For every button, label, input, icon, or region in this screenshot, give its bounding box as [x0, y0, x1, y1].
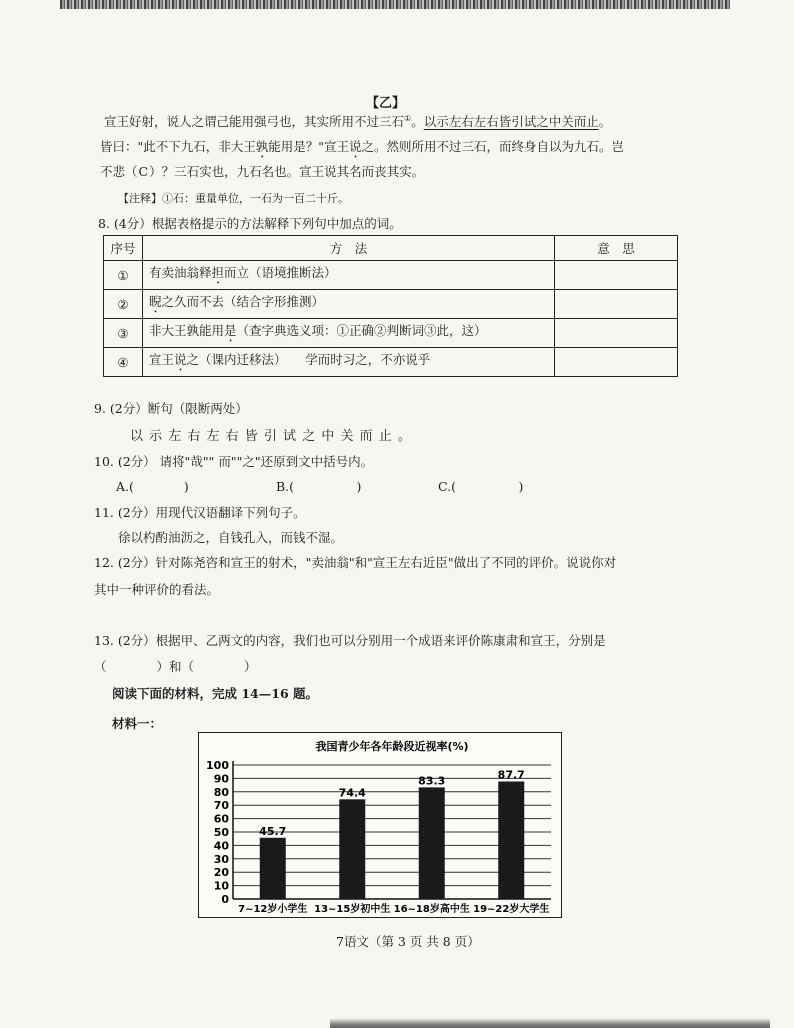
data-label: 45.7 [259, 824, 287, 838]
scan-edge-top [60, 0, 730, 9]
meaning-answer-cell[interactable] [555, 348, 678, 377]
passage-line-1 [104, 112, 611, 130]
row-number: ② [104, 290, 143, 319]
answer-blank-b[interactable]: B.( ) [276, 479, 362, 494]
passage-text: 能用是？"宣王 [268, 139, 350, 154]
method-text: 而立（语境推断法） [224, 265, 337, 280]
answer-blank-c[interactable]: C.( ) [438, 479, 524, 494]
material-label: 材料一： [112, 716, 163, 731]
dotted-word: 说 [174, 352, 187, 367]
method-text: 之（课内迁移法） 学而时习之，不亦说乎 [186, 352, 431, 367]
question-9-stem: 9. (2分）断句（限断两处） [94, 401, 248, 416]
method-cell [143, 348, 555, 377]
chart-title: 我国青少年各年龄段近视率(%) [315, 740, 469, 753]
blank-letter: C [138, 164, 149, 179]
meaning-answer-cell[interactable] [555, 290, 678, 319]
x-tick-label: 16~18岁高中生 [393, 904, 470, 915]
method-table [103, 235, 678, 377]
passage-text: 皆曰："此不下九石，非大王 [100, 139, 256, 154]
meaning-answer-cell[interactable] [555, 261, 678, 290]
bar [260, 838, 286, 899]
question-13-line-1: 13. (2分）根据甲、乙两文的内容，我们也可以分别用一个成语来评价陈康肃和宣王，分别是 [94, 633, 606, 648]
table-row [104, 319, 678, 348]
passage-text: ）？三石实也，九石名也。宣王说其名而丧其实。 [149, 164, 425, 179]
table-header-row [104, 236, 678, 261]
table-row [104, 348, 678, 377]
passage-text: 之。然则所用不过三石，而终身自以为九石。岂 [361, 139, 625, 154]
method-cell [143, 261, 555, 290]
table-header: 方 法 [143, 236, 555, 261]
meaning-answer-cell[interactable] [555, 319, 678, 348]
y-tick-label: 100 [206, 759, 229, 772]
bar [339, 799, 365, 899]
answer-blank-a[interactable]: A.( ) [116, 479, 189, 494]
data-label: 74.4 [338, 786, 366, 800]
dotted-word: 担 [211, 265, 225, 280]
method-cell [143, 290, 555, 319]
passage-text: 。 [411, 114, 424, 129]
y-tick-label: 50 [213, 826, 229, 839]
y-tick-label: 10 [213, 879, 229, 893]
y-tick-label: 0 [221, 893, 229, 906]
question-12-line-1: 12. (2分）针对陈尧咨和宣王的射术，"卖油翁"和"宣王左右近臣"做出了不同的评价。说说你对 [94, 555, 617, 570]
table-header: 意 思 [555, 236, 678, 261]
passage-text: 宣王好射，说人之谓己能用强弓也，其实所用不过三石 [104, 114, 405, 129]
row-number: ① [104, 261, 143, 290]
passage-text: 不悲（ [100, 164, 138, 179]
question-9-sentence: 以 示 左 右 左 右 皆 引 试 之 中 关 而 止 。 [130, 429, 412, 444]
passage-line-3 [100, 162, 424, 180]
chart-svg [199, 733, 561, 917]
passage-line-2 [100, 137, 624, 161]
y-tick-label: 80 [213, 785, 229, 799]
reading-instruction: 阅读下面的材料，完成 14—16 题。 [112, 686, 318, 701]
question-8-stem: 8. (4分）根据表格提示的方法解释下列句中加点的词。 [98, 216, 402, 231]
passage-heading: 【乙】 [366, 96, 406, 111]
dotted-word: 说 [349, 139, 362, 154]
y-tick-label: 90 [213, 772, 229, 786]
y-tick-label: 20 [213, 866, 229, 880]
x-tick-label: 7~12岁小学生 [238, 904, 308, 915]
y-tick-label: 70 [213, 799, 229, 813]
question-10-stem: 10. (2分） 请将"哉"" 而""之"还原到文中括号内。 [94, 454, 374, 469]
underlined-sentence: 以示左右左右皆引试之中关而止 [423, 114, 599, 129]
scan-edge-bottom [330, 1018, 770, 1028]
footnote-marker: ① [404, 113, 412, 123]
table-row [104, 261, 678, 290]
method-text: 有卖油翁释 [149, 265, 212, 280]
question-11-sentence: 徐以杓酌油沥之，自钱孔入，而钱不湿。 [118, 530, 344, 545]
dotted-word: 睨 [149, 294, 162, 309]
y-tick-label: 30 [213, 852, 229, 866]
passage-text: 。 [598, 114, 612, 129]
y-tick-label: 40 [213, 839, 229, 853]
x-tick-label: 19~22岁大学生 [473, 904, 550, 915]
data-label: 83.3 [418, 774, 446, 788]
myopia-chart [198, 732, 562, 918]
bar [419, 787, 445, 899]
table-row [104, 290, 678, 319]
row-number: ③ [104, 319, 143, 348]
page-footer: 7语文（第 3 页 共 8 页） [336, 934, 480, 949]
x-tick-label: 13~15岁初中生 [314, 904, 391, 915]
method-text: （查字典选义项：①正确②判断词③此，这） [236, 323, 487, 338]
dotted-word: 孰 [255, 139, 269, 154]
passage-note: 【注释】①石：重量单位，一石为一百二十斤。 [118, 192, 349, 205]
method-text: 非大王孰能用 [149, 323, 225, 338]
bar [498, 781, 524, 899]
question-13-line-2[interactable]: （ ）和（ ） [94, 659, 257, 674]
question-12-line-2: 其中一种评价的看法。 [94, 582, 220, 597]
y-tick-label: 60 [213, 812, 229, 826]
method-text: 宣王 [149, 352, 175, 367]
question-11-stem: 11. (2分）用现代汉语翻译下列句子。 [94, 505, 306, 520]
dotted-word: 是 [224, 323, 237, 338]
table-header: 序号 [104, 236, 143, 261]
method-cell [143, 319, 555, 348]
row-number: ④ [104, 348, 143, 377]
method-text: 之久而不去（结合字形推测） [161, 294, 325, 309]
data-label: 87.7 [497, 768, 525, 782]
